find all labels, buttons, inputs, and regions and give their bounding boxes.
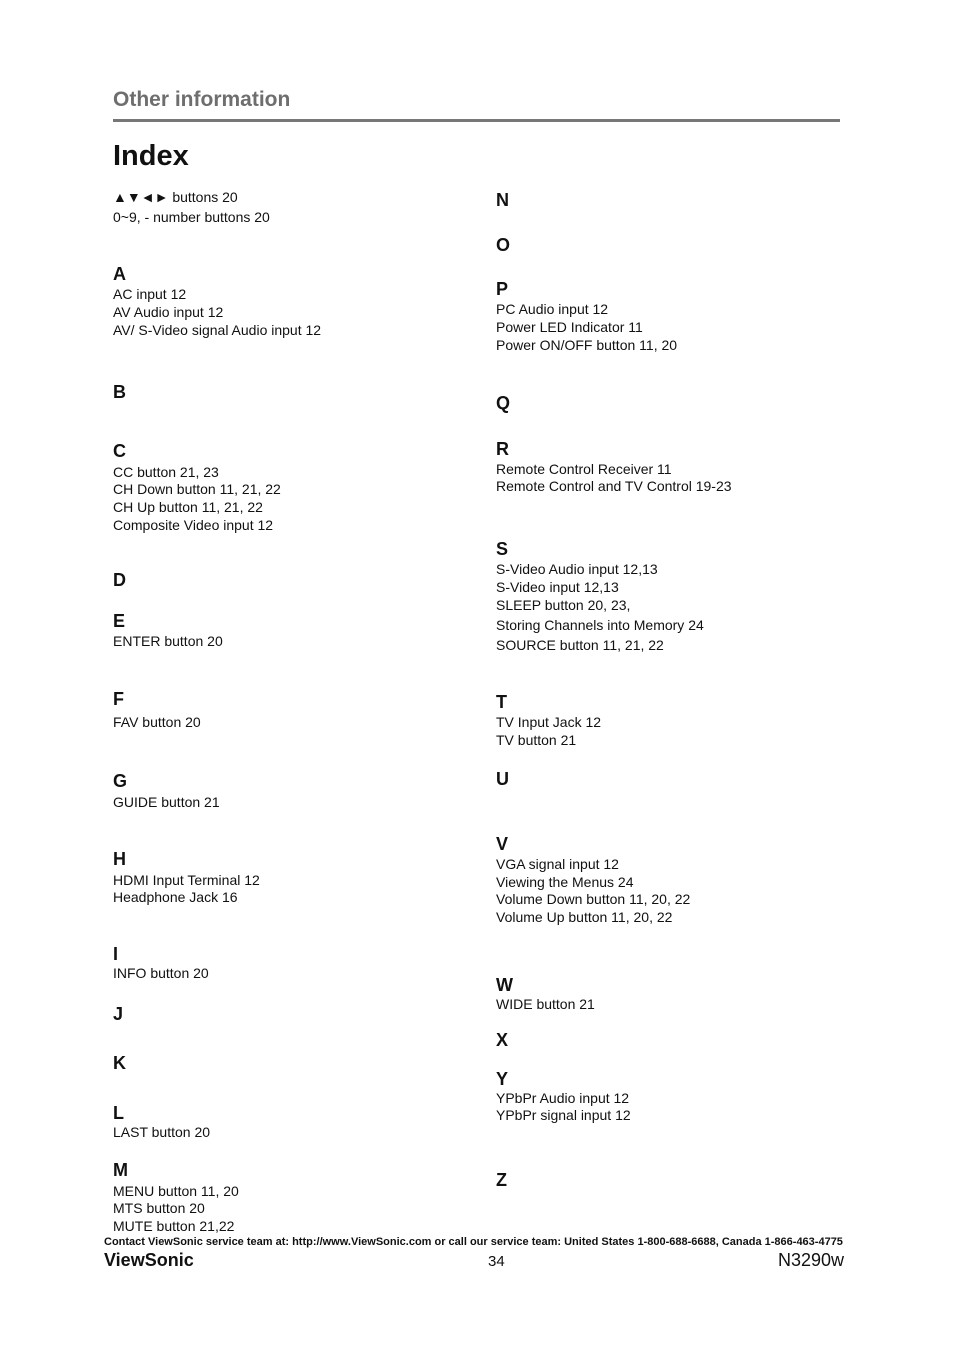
index-letter-r: R bbox=[496, 439, 509, 459]
index-entry: INFO button 20 bbox=[113, 965, 209, 981]
index-entry: PC Audio input 12 bbox=[496, 301, 609, 317]
index-entry: Storing Channels into Memory 24 bbox=[496, 617, 704, 633]
index-letter-z: Z bbox=[496, 1170, 507, 1190]
index-letter-m: M bbox=[113, 1160, 128, 1180]
index-letter-n: N bbox=[496, 190, 509, 210]
index-letter-h: H bbox=[113, 849, 126, 869]
index-letter-d: D bbox=[113, 570, 126, 590]
index-entry: MTS button 20 bbox=[113, 1200, 205, 1216]
index-entry: CC button 21, 23 bbox=[113, 464, 219, 480]
index-letter-f: F bbox=[113, 689, 124, 709]
section-divider bbox=[113, 119, 840, 122]
index-entry: HDMI Input Terminal 12 bbox=[113, 872, 260, 888]
index-entry: LAST button 20 bbox=[113, 1124, 211, 1140]
index-letter-a: A bbox=[113, 264, 126, 284]
index-entry: CH Down button 11, 21, 22 bbox=[113, 481, 281, 497]
index-letter-i: I bbox=[113, 944, 119, 964]
index-entry: Remote Control and TV Control 19-23 bbox=[496, 478, 732, 494]
index-entry: FAV button 20 bbox=[113, 714, 201, 730]
section-title: Other information bbox=[113, 88, 291, 111]
index-letter-j: J bbox=[113, 1004, 124, 1024]
index-letter-b: B bbox=[113, 382, 126, 402]
index-entry: MENU button 11, 20 bbox=[113, 1183, 239, 1199]
index-entry: TV button 21 bbox=[496, 732, 577, 748]
footer-brand: ViewSonic bbox=[104, 1250, 194, 1270]
index-entry: AV/ S-Video signal Audio input 12 bbox=[113, 322, 322, 338]
footer-contact: Contact ViewSonic service team at: http://www.ViewSonic.com or call our service team: United States 1-800-688-6688, Canada 1-866-463-4775 bbox=[104, 1236, 843, 1248]
index-letter-w: W bbox=[496, 975, 513, 995]
index-letter-x: X bbox=[496, 1030, 509, 1050]
index-letter-y: Y bbox=[496, 1069, 509, 1089]
index-entry: MUTE button 21,22 bbox=[113, 1218, 235, 1234]
index-entry: YPbPr signal input 12 bbox=[496, 1107, 631, 1123]
index-letter-p: P bbox=[496, 279, 509, 299]
index-entry: CH Up button 11, 21, 22 bbox=[113, 499, 263, 515]
index-letter-v: V bbox=[496, 834, 509, 854]
index-letter-l: L bbox=[113, 1103, 124, 1123]
index-entry: S-Video input 12,13 bbox=[496, 579, 619, 595]
index-letter-o: O bbox=[496, 235, 511, 255]
index-entry: Viewing the Menus 24 bbox=[496, 874, 634, 890]
index-entry: 0~9, - number buttons 20 bbox=[113, 209, 270, 225]
index-entry: ▲▼◄► buttons 20 bbox=[113, 189, 238, 205]
index-letter-g: G bbox=[113, 771, 128, 791]
index-entry: WIDE button 21 bbox=[496, 996, 595, 1012]
index-entry: VGA signal input 12 bbox=[496, 856, 619, 872]
index-entry: Composite Video input 12 bbox=[113, 517, 274, 533]
index-entry: Remote Control Receiver 11 bbox=[496, 461, 672, 477]
index-entry: AV Audio input 12 bbox=[113, 304, 224, 320]
index-letter-u: U bbox=[496, 769, 509, 789]
page-title: Index bbox=[113, 140, 189, 172]
model-number: N3290w bbox=[778, 1250, 845, 1270]
index-letter-q: Q bbox=[496, 393, 511, 413]
index-entry: Volume Down button 11, 20, 22 bbox=[496, 891, 691, 907]
index-letter-k: K bbox=[113, 1053, 126, 1073]
index-entry: Power LED Indicator 11 bbox=[496, 319, 643, 335]
index-letter-e: E bbox=[113, 611, 126, 631]
index-entry: Headphone Jack 16 bbox=[113, 889, 238, 905]
page-number: 34 bbox=[488, 1253, 505, 1270]
index-entry: ENTER button 20 bbox=[113, 633, 223, 649]
index-entry: AC input 12 bbox=[113, 286, 187, 302]
index-entry: S-Video Audio input 12,13 bbox=[496, 561, 658, 577]
index-entry: Volume Up button 11, 20, 22 bbox=[496, 909, 673, 925]
index-letter-s: S bbox=[496, 539, 509, 559]
index-entry: TV Input Jack 12 bbox=[496, 714, 602, 730]
index-letter-t: T bbox=[496, 692, 507, 712]
index-entry: GUIDE button 21 bbox=[113, 794, 220, 810]
index-entry: YPbPr Audio input 12 bbox=[496, 1090, 630, 1106]
index-letter-c: C bbox=[113, 441, 126, 461]
index-entry: SLEEP button 20, 23, bbox=[496, 597, 631, 613]
index-entry: SOURCE button 11, 21, 22 bbox=[496, 637, 664, 653]
index-entry: Power ON/OFF button 11, 20 bbox=[496, 337, 678, 353]
